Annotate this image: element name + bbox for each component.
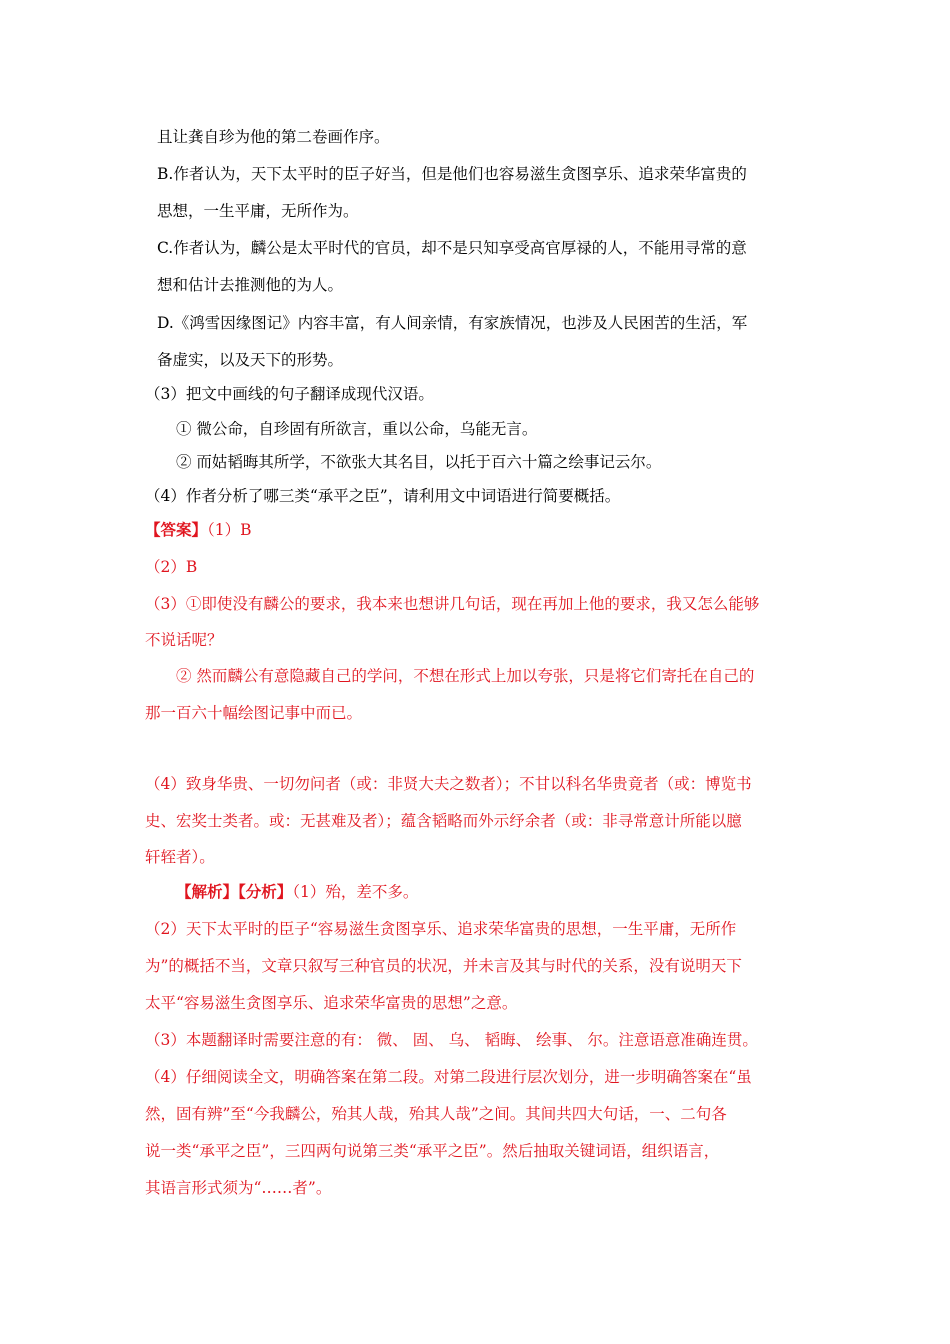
answer-4-line3: 轩轾者）。 <box>145 848 215 866</box>
answer-3-line1: （3）①即使没有麟公的要求，我本来也想讲几句话，现在再加上他的要求，我又怎么能够 <box>145 595 760 613</box>
answer-3-line3: ② 然而麟公有意隐藏自己的学问，不想在形式上加以夸张，只是将它们寄托在自己的 <box>176 667 755 685</box>
q3-item2: ② 而姑韬晦其所学，不欲张大其名目，以托于百六十篇之绘事记云尔。 <box>176 453 662 471</box>
analysis-4-line4: 其语言形式须为“……者”。 <box>145 1179 332 1197</box>
analysis-2-line3: 太平“容易滋生贪图享乐、追求荣华富贵的思想”之意。 <box>145 994 518 1012</box>
analysis-label-2: 【分析】 <box>238 882 293 901</box>
answer-3-line2: 不说话呢？ <box>145 631 223 649</box>
answer-3-line4: 那一百六十幅绘图记事中而已。 <box>145 704 363 722</box>
analysis-3: （3）本题翻译时需要注意的有： 微、 固、 乌、 韬晦、 绘事、 尔。注意语意准确连贯。 <box>145 1031 758 1049</box>
preamble-tail: 且让龚自珍为他的第二卷画作序。 <box>157 128 390 146</box>
q3-prompt: （3）把文中画线的句子翻译成现代汉语。 <box>145 385 434 403</box>
option-b-line2: 思想，一生平庸，无所作为。 <box>157 202 359 220</box>
analysis-1: （1）殆，差不多。 <box>292 883 419 901</box>
analysis-2-line2: 为”的概括不当，文章只叙写三种官员的状况，并未言及其与时代的关系，没有说明天下 <box>145 957 742 975</box>
analysis-2-line1: （2）天下太平时的臣子“容易滋生贪图享乐、追求荣华富贵的思想，一生平庸，无所作 <box>145 920 737 938</box>
option-b-line1: B.作者认为，天下太平时的臣子好当，但是他们也容易滋生贪图享乐、追求荣华富贵的 <box>157 165 747 183</box>
answer-label: 【答案】 <box>145 520 208 539</box>
analysis-4-line3: 说一类“承平之臣”，三四两句说第三类“承平之臣”。然后抽取关键词语，组织语言， <box>145 1142 720 1160</box>
q3-item1: ① 微公命，自珍固有所欲言，重以公命，乌能无言。 <box>176 420 538 438</box>
q4-prompt: （4）作者分析了哪三类“承平之臣”，请利用文中词语进行简要概括。 <box>145 487 621 505</box>
answer-1: （1）B <box>207 521 252 539</box>
answer-4-line1: （4）致身华贵、一切勿问者（或：非贤大夫之数者）；不甘以科名华贵竟者（或：博览书 <box>145 775 752 793</box>
option-d-line2: 备虚实，以及天下的形势。 <box>157 351 344 369</box>
analysis-label-1: 【解析】 <box>176 882 239 901</box>
answer-row-1 <box>145 520 252 540</box>
answer-4-line2: 史、宏奖士类者。或：无甚难及者）；蕴含韬略而外示纾余者（或：非寻常意计所能以臆 <box>145 812 742 830</box>
option-d-line1: D.《鸿雪因缘图记》内容丰富，有人间亲情，有家族情况，也涉及人民困苦的生活，军 <box>157 314 748 332</box>
analysis-row-1 <box>176 882 418 902</box>
analysis-4-line1: （4）仔细阅读全文，明确答案在第二段。对第二段进行层次划分，进一步明确答案在“虽 <box>145 1068 752 1086</box>
option-c-line1: C.作者认为，麟公是太平时代的官员，却不是只知享受高官厚禄的人，不能用寻常的意 <box>157 239 747 257</box>
answer-2: （2）B <box>145 558 198 576</box>
option-c-line2: 想和估计去推测他的为人。 <box>157 276 344 294</box>
analysis-4-line2: 然，固有辨”至“今我麟公，殆其人哉，殆其人哉”之间。其间共四大句话，一、二句各 <box>145 1105 727 1123</box>
